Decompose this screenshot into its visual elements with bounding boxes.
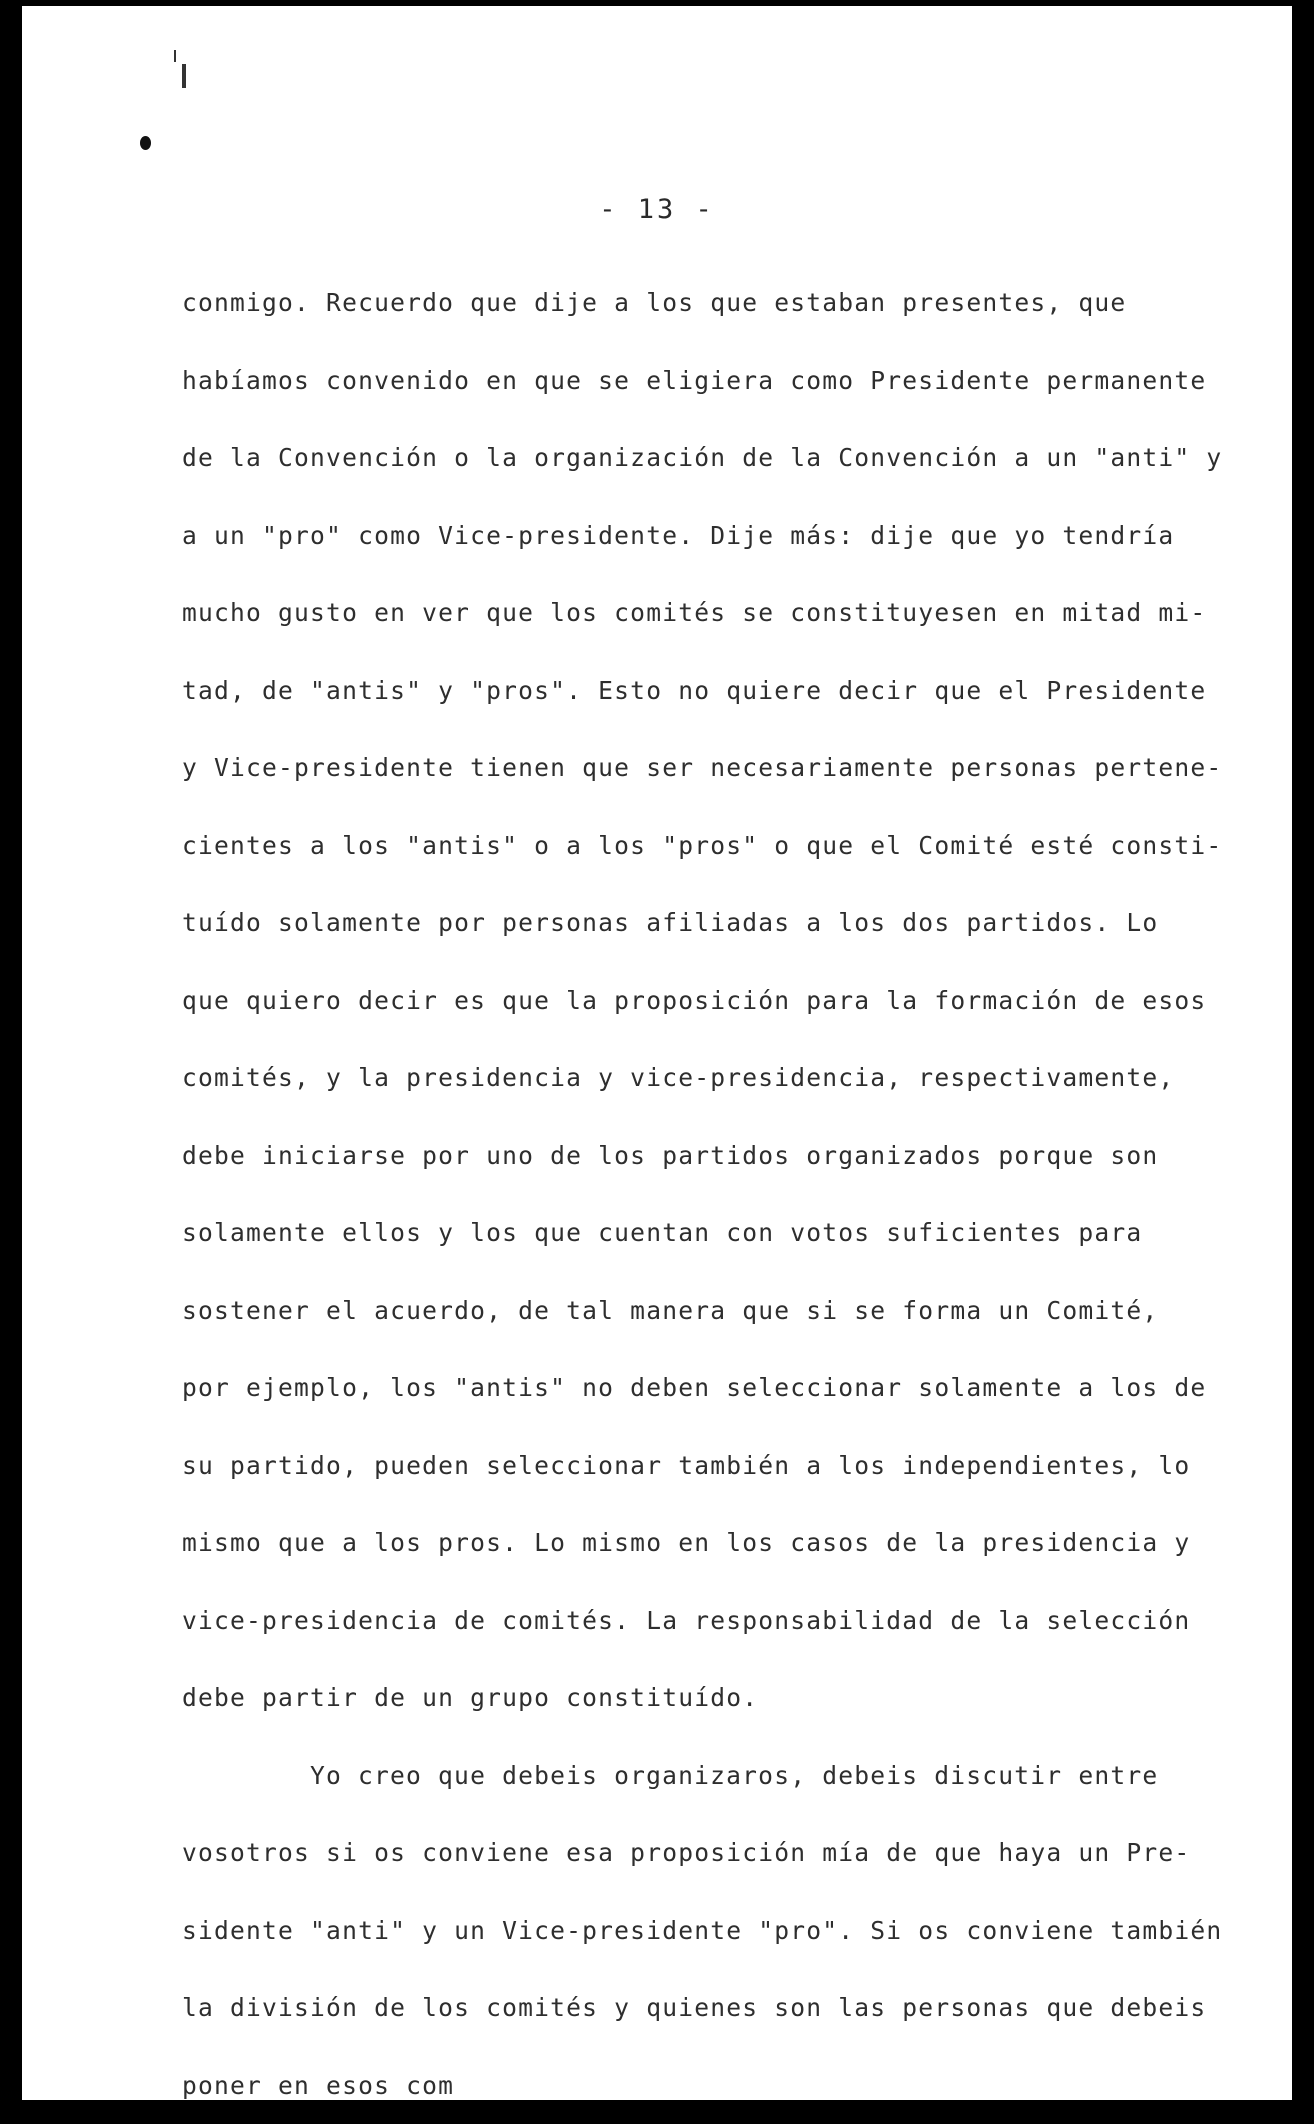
text-line: su partido, pueden seleccionar también a los independientes, lo	[182, 1427, 1232, 1505]
text-line: conmigo. Recuerdo que dije a los que estaban presentes, que	[182, 264, 1232, 342]
text-line: mucho gusto en ver que los comités se constituyesen en mitad mi-	[182, 574, 1232, 652]
text-line: debe iniciarse por uno de los partidos organizados porque son	[182, 1117, 1232, 1195]
text-line: vosotros si os conviene esa proposición mía de que haya un Pre-	[182, 1814, 1232, 1892]
text-line: tuído solamente por personas afiliadas a los dos partidos. Lo	[182, 884, 1232, 962]
paragraph-first-line: Yo creo que debeis organizaros, debeis discutir entre	[182, 1737, 1232, 1815]
text-line: la división de los comités y quienes son las personas que debeis	[182, 1969, 1232, 2047]
text-line: debe partir de un grupo constituído.	[182, 1659, 1232, 1737]
text-line: que quiero decir es que la proposición para la formación de esos	[182, 962, 1232, 1040]
text-line: sidente "anti" y un Vice-presidente "pro". Si os conviene también	[182, 1892, 1232, 1970]
text-line: a un "pro" como Vice-presidente. Dije más: dije que yo tendría	[182, 497, 1232, 575]
text-line: sostener el acuerdo, de tal manera que si se forma un Comité,	[182, 1272, 1232, 1350]
text-line: comités, y la presidencia y vice-presidencia, respectivamente,	[182, 1039, 1232, 1117]
text-line: tad, de "antis" y "pros". Esto no quiere decir que el Presidente	[182, 652, 1232, 730]
document-page	[22, 6, 1292, 2100]
text-line: mismo que a los pros. Lo mismo en los casos de la presidencia y	[182, 1504, 1232, 1582]
ink-mark	[182, 64, 186, 88]
text-line: solamente ellos y los que cuentan con votos suficientes para	[182, 1194, 1232, 1272]
text-line: habíamos convenido en que se eligiera como Presidente permanente	[182, 342, 1232, 420]
punch-hole-mark	[140, 136, 151, 150]
text-line: vice-presidencia de comités. La responsabilidad de la selección	[182, 1582, 1232, 1660]
text-line: cientes a los "antis" o a los "pros" o que el Comité esté consti-	[182, 807, 1232, 885]
ink-mark	[174, 50, 176, 62]
text-line: de la Convención o la organización de la Convención a un "anti" y	[182, 419, 1232, 497]
text-line: y Vice-presidente tienen que ser necesariamente personas pertene-	[182, 729, 1232, 807]
body-text	[182, 264, 1232, 2124]
text-line: poner en esos com	[182, 2047, 1232, 2124]
text-line: por ejemplo, los "antis" no deben seleccionar solamente a los de	[182, 1349, 1232, 1427]
page-number: - 13 -	[22, 194, 1292, 225]
